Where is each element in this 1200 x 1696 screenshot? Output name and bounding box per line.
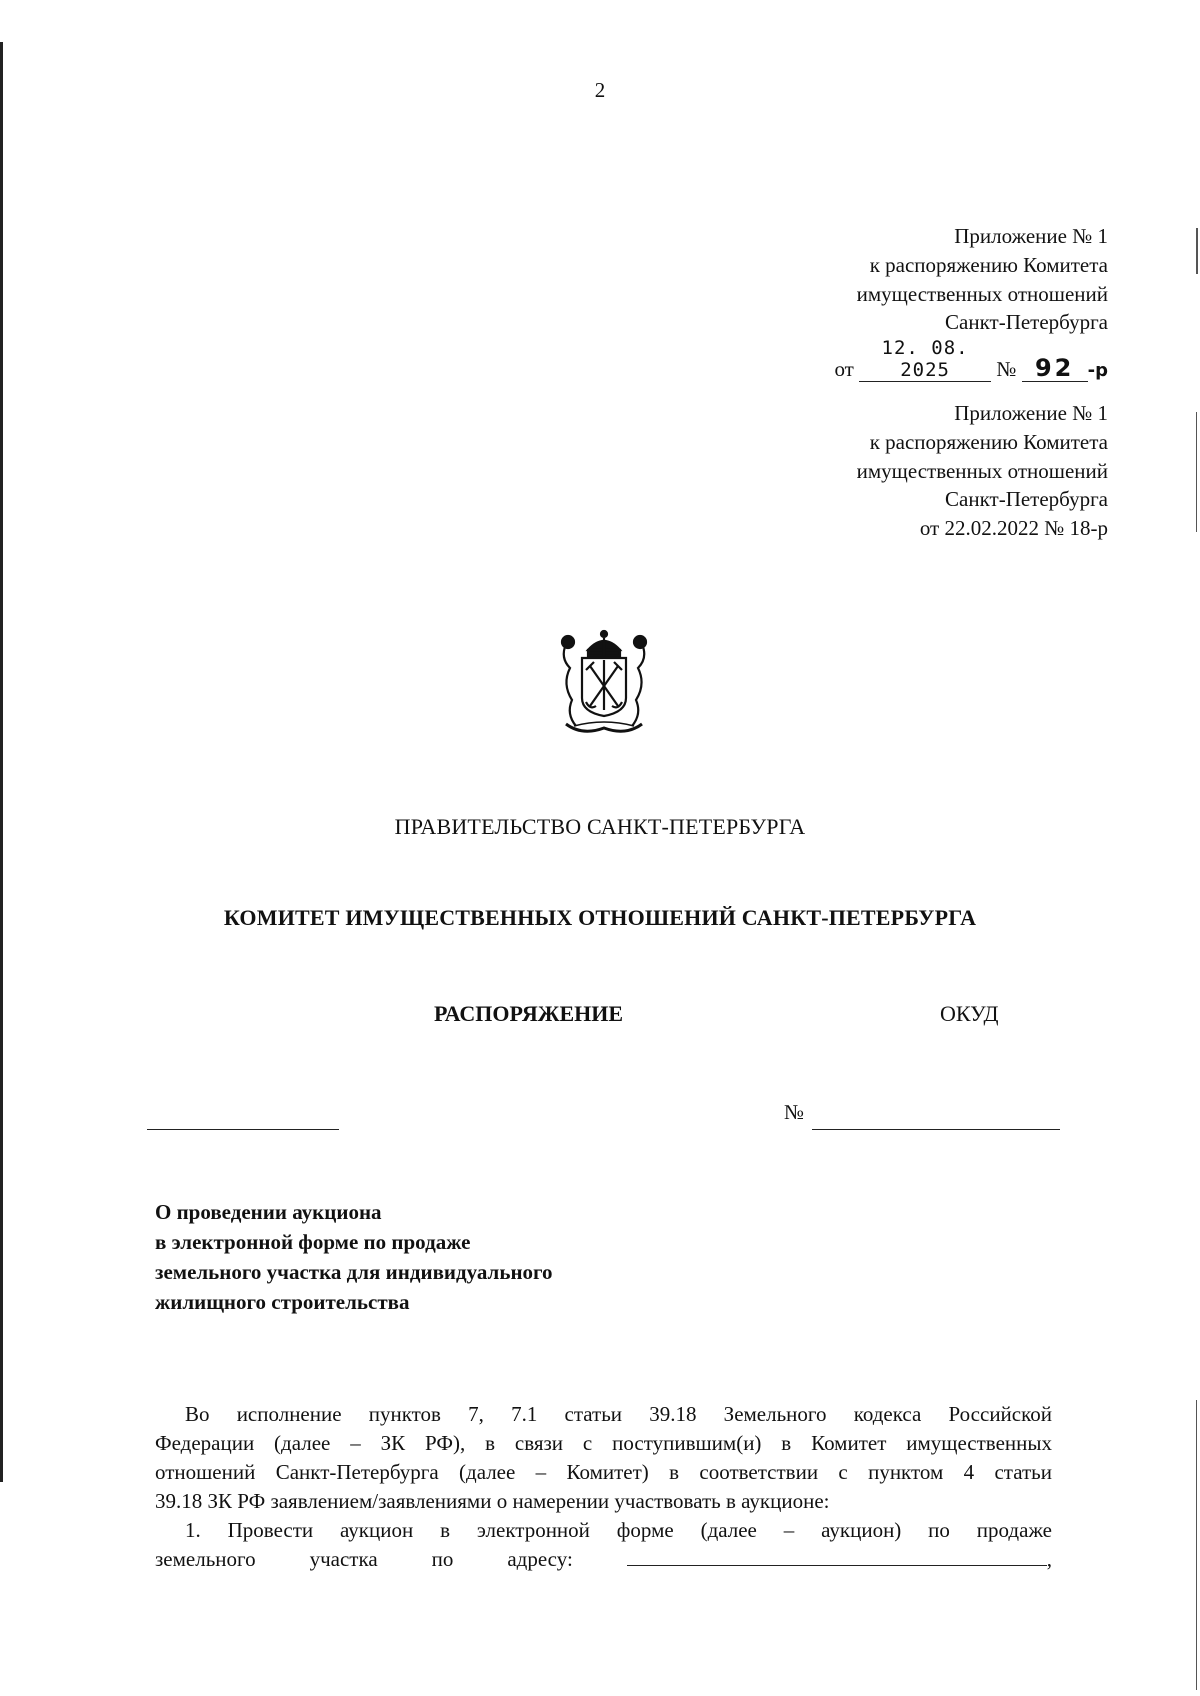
body-word: участка bbox=[309, 1547, 378, 1571]
okud-label: ОКУД bbox=[940, 1001, 999, 1026]
body-line: 39.18 ЗК РФ заявлением/заявлениями о намерении участвовать в аукционе: bbox=[155, 1489, 830, 1513]
annex-line: имущественных отношений bbox=[856, 281, 1108, 306]
annex-date-line bbox=[834, 337, 1108, 386]
handwritten-number-suffix: -р bbox=[1087, 360, 1108, 382]
government-title: ПРАВИТЕЛЬСТВО САНКТ-ПЕТЕРБУРГА bbox=[394, 814, 806, 839]
number-blank-line bbox=[812, 1129, 1060, 1130]
scan-mark bbox=[1196, 1400, 1197, 1690]
page-number: 2 bbox=[594, 78, 606, 102]
annex-line: имущественных отношений bbox=[856, 458, 1108, 483]
subject-line: жилищного строительства bbox=[155, 1290, 410, 1314]
scan-mark bbox=[1196, 228, 1198, 274]
number-sign: № bbox=[784, 1100, 805, 1124]
handwritten-number: 92 bbox=[1034, 354, 1075, 383]
subject-line: О проведении аукциона bbox=[155, 1200, 382, 1224]
address-row bbox=[155, 1545, 1052, 1574]
body-line: 1. Провести аукцион в электронной форме (далее – аукцион) по продаже bbox=[185, 1518, 1052, 1542]
annex-line: Санкт-Петербурга bbox=[945, 487, 1108, 512]
address-blank-line bbox=[627, 1547, 1047, 1566]
scan-edge-left bbox=[0, 42, 3, 1482]
annex-new-header bbox=[834, 222, 1108, 386]
body-word: адресу: bbox=[507, 1547, 573, 1571]
committee-title: КОМИТЕТ ИМУЩЕСТВЕННЫХ ОТНОШЕНИЙ САНКТ-ПЕТЕРБУРГА bbox=[223, 905, 977, 930]
coat-of-arms-icon bbox=[552, 628, 656, 736]
annex-title: Приложение № 1 bbox=[954, 224, 1108, 248]
body-word: земельного bbox=[155, 1547, 256, 1571]
annex-line: к распоряжению Комитета bbox=[869, 429, 1108, 454]
document-type: РАСПОРЯЖЕНИЕ bbox=[434, 1001, 624, 1026]
handwritten-date: 12. 08. 2025 bbox=[859, 337, 991, 382]
annex-number-sign: № bbox=[996, 357, 1017, 382]
address-field bbox=[627, 1545, 1052, 1574]
annex-date-prefix: от bbox=[834, 357, 854, 382]
scan-mark bbox=[1196, 412, 1197, 532]
body-line: Федерации (далее – ЗК РФ), в связи с поступившим(и) в Комитет имущественных bbox=[155, 1431, 1052, 1455]
subject-line: в электронной форме по продаже bbox=[155, 1230, 471, 1254]
annex-line: Санкт-Петербурга bbox=[945, 310, 1108, 335]
document-body bbox=[155, 1400, 1052, 1574]
body-word: по bbox=[431, 1547, 454, 1571]
annex-date-line: от 22.02.2022 № 18-р bbox=[919, 516, 1108, 541]
body-line: отношений Санкт-Петербурга (далее – Комитет) в соответствии с пунктом 4 статьи bbox=[155, 1460, 1052, 1484]
annex-line: к распоряжению Комитета bbox=[869, 252, 1108, 277]
address-comma: , bbox=[1046, 1547, 1052, 1571]
annex-title: Приложение № 1 bbox=[954, 401, 1108, 425]
body-line: Во исполнение пунктов 7, 7.1 статьи 39.18 Земельного кодекса Российской bbox=[185, 1402, 1052, 1426]
date-blank-line bbox=[147, 1129, 339, 1130]
document-subject bbox=[155, 1197, 553, 1317]
subject-line: земельного участка для индивидуального bbox=[155, 1260, 553, 1284]
handwritten-number-field bbox=[1022, 354, 1088, 383]
annex-old-header bbox=[857, 399, 1108, 543]
